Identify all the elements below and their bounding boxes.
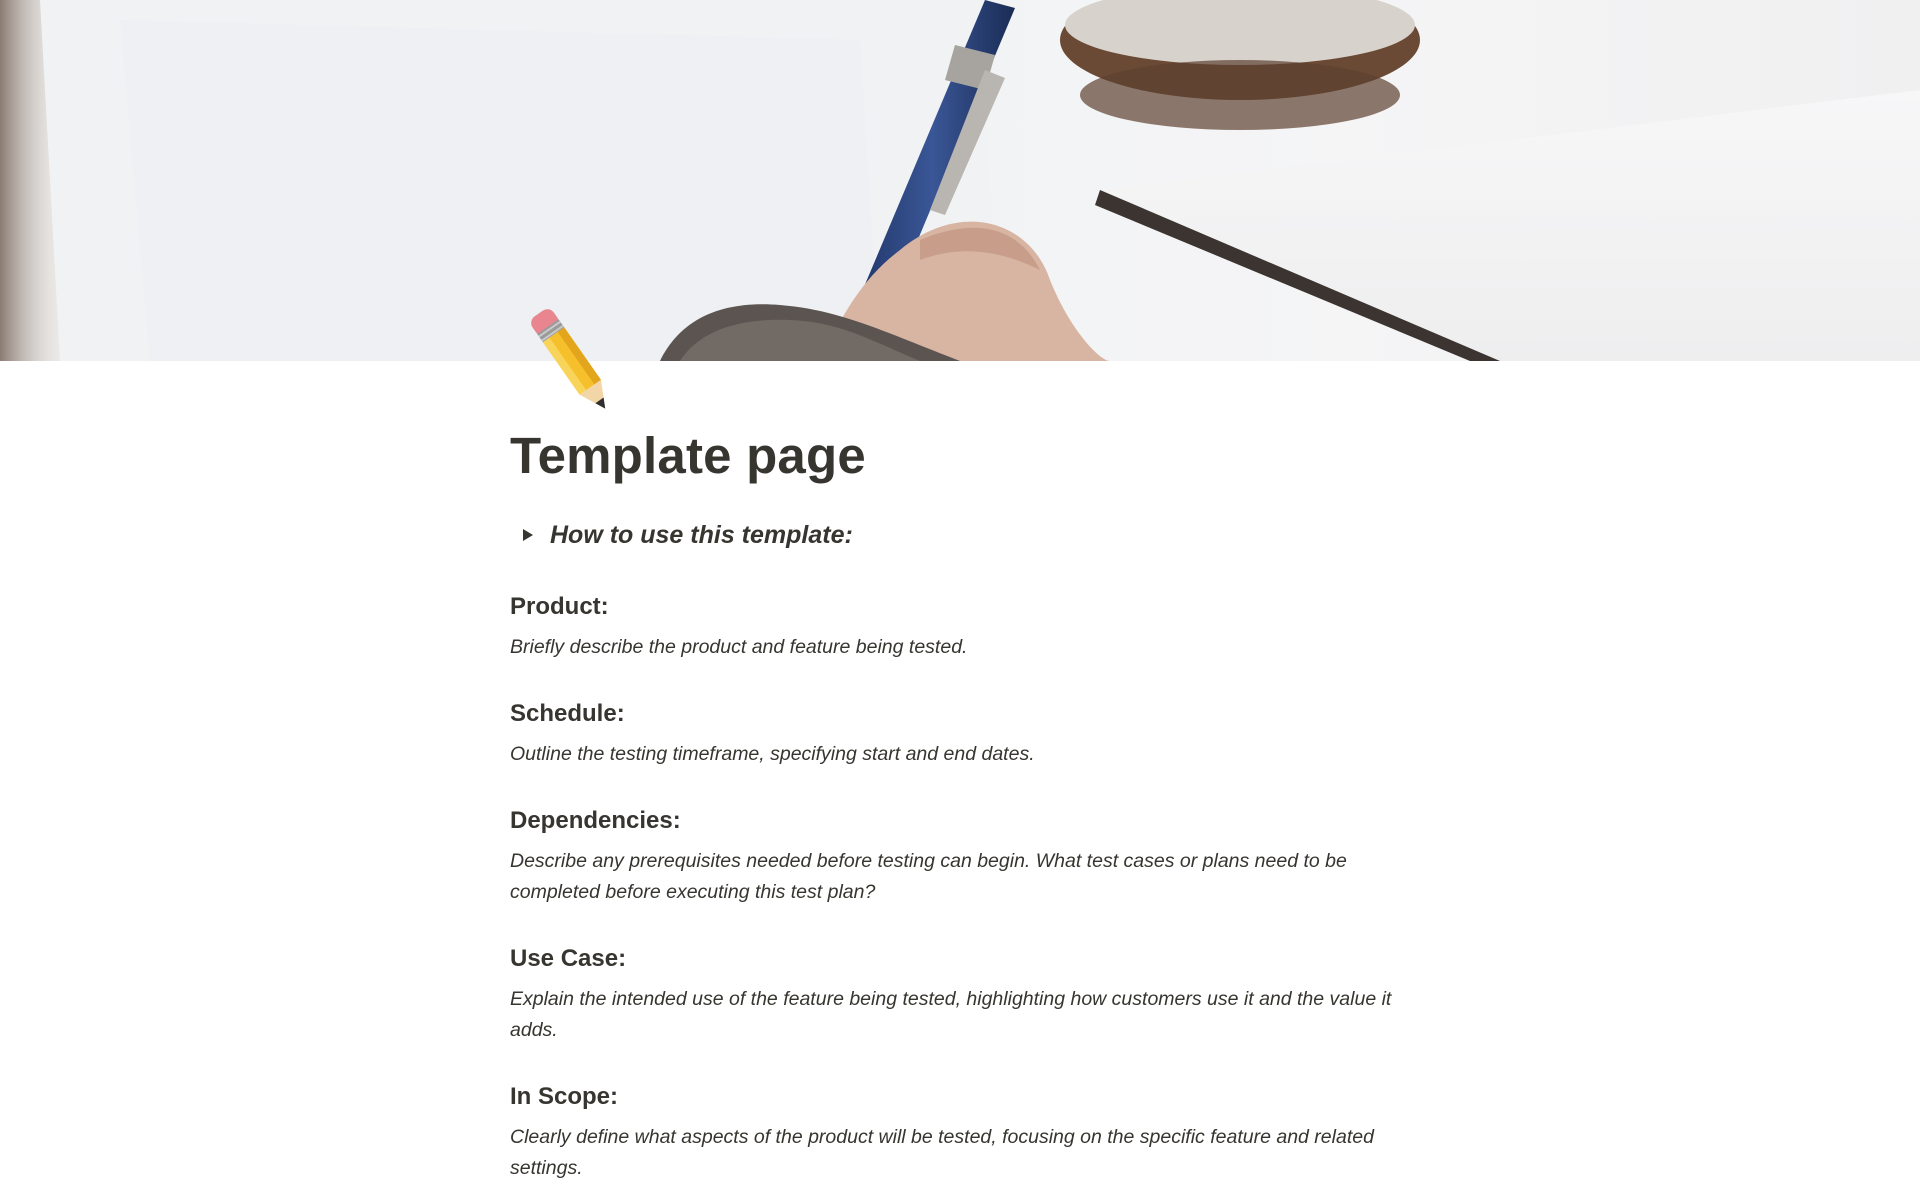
cover-image: [0, 0, 1920, 361]
section-body[interactable]: Outline the testing timeframe, specifying start and end dates.: [510, 743, 1035, 765]
section-body[interactable]: Clearly define what aspects of the product will be tested, focusing on the specific feature and related settings.: [510, 1126, 1374, 1179]
pencil-icon[interactable]: [510, 300, 630, 420]
section-body[interactable]: Describe any prerequisites needed before testing can begin. What test cases or plans need to be completed before executing this test plan?: [510, 850, 1347, 903]
section-product: [510, 590, 1410, 663]
section-heading[interactable]: Schedule:: [510, 700, 625, 727]
cover-illustration: [0, 0, 1920, 361]
section-body[interactable]: Explain the intended use of the feature being tested, highlighting how customers use it and the value it adds.: [510, 988, 1392, 1041]
how-to-use-toggle[interactable]: [510, 516, 1410, 554]
section-use-case: [510, 942, 1410, 1046]
page-title[interactable]: Template page: [510, 427, 866, 484]
section-heading[interactable]: Product:: [510, 593, 609, 620]
section-heading[interactable]: Dependencies:: [510, 807, 681, 834]
section-heading[interactable]: In Scope:: [510, 1083, 619, 1110]
section-in-scope: [510, 1080, 1410, 1184]
section-heading[interactable]: Use Case:: [510, 945, 627, 972]
toggle-label: How to use this template:: [550, 520, 853, 549]
toggle-arrow-icon[interactable]: [514, 521, 542, 549]
section-dependencies: [510, 804, 1410, 908]
section-body[interactable]: Briefly describe the product and feature being tested.: [510, 636, 968, 658]
section-schedule: [510, 697, 1410, 770]
page-content: [510, 420, 1410, 1184]
